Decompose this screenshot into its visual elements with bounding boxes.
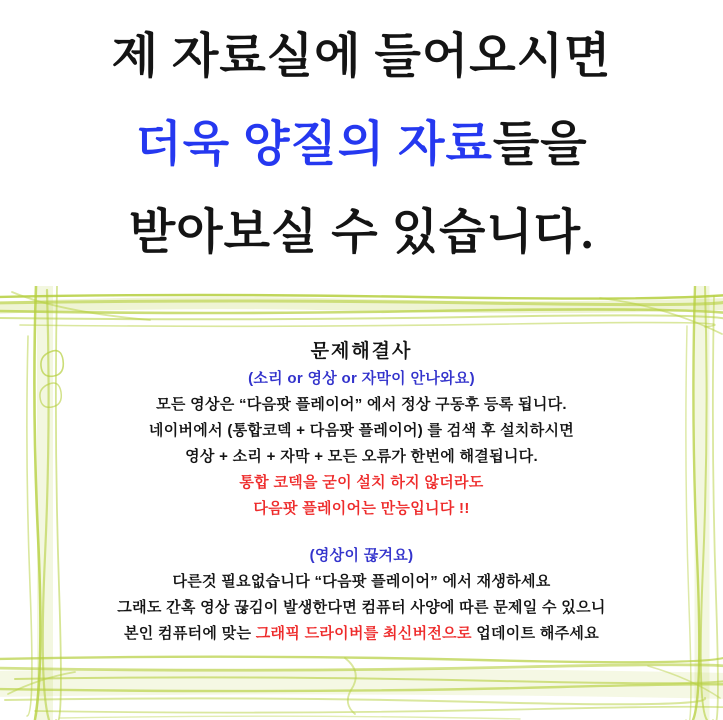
section2-subtitle: (영상이 끊겨요) xyxy=(309,547,414,564)
section2-line-3-highlight: 그래픽 드라이버를 최신버전으로 xyxy=(255,625,472,642)
notice-content xyxy=(45,338,678,647)
headline-line-1: 제 자료실에 들어오시면 xyxy=(111,30,612,83)
notice-title: 문제해결사 xyxy=(310,341,413,362)
section2-line-2: 그래도 간혹 영상 끊김이 발생한다면 컴퓨터 사양에 따른 문제일 수 있으니 xyxy=(117,599,606,616)
section-gap xyxy=(45,522,678,543)
headline xyxy=(0,13,723,277)
section1-red-line-1: 통합 코덱을 굳이 설치 하지 않더라도 xyxy=(239,474,484,491)
headline-line-2 xyxy=(0,101,723,189)
section1-line-2: 네이버에서 (통합코덱 + 다음팟 플레이어) 를 검색 후 설치하시면 xyxy=(148,422,575,439)
section2-line-3-prefix: 본인 컴퓨터에 맞는 xyxy=(124,625,256,642)
section1-line-1: 모든 영상은 “다음팟 플레이어” 에서 정상 구동후 등록 됩니다. xyxy=(156,396,567,413)
section2-line-1: 다른것 필요없습니다 “다음팟 플레이어” 에서 재생하세요 xyxy=(172,573,551,590)
section2-line-3-suffix: 업데이트 해주세요 xyxy=(471,625,599,642)
headline-line-2-rest: 들을 xyxy=(492,118,588,171)
notice-box xyxy=(0,286,723,720)
section1-red-line-2: 다음팟 플레이어는 만능입니다 !! xyxy=(253,500,470,517)
section1-subtitle: (소리 or 영상 or 자막이 안나와요) xyxy=(248,370,475,387)
section2-line-3 xyxy=(45,621,678,647)
headline-line-2-highlight: 더욱 양질의 자료 xyxy=(135,118,493,171)
section1-line-3: 영상 + 소리 + 자막 + 모든 오류가 한번에 해결됩니다. xyxy=(185,448,538,465)
headline-line-3: 받아보실 수 있습니다. xyxy=(128,206,595,259)
